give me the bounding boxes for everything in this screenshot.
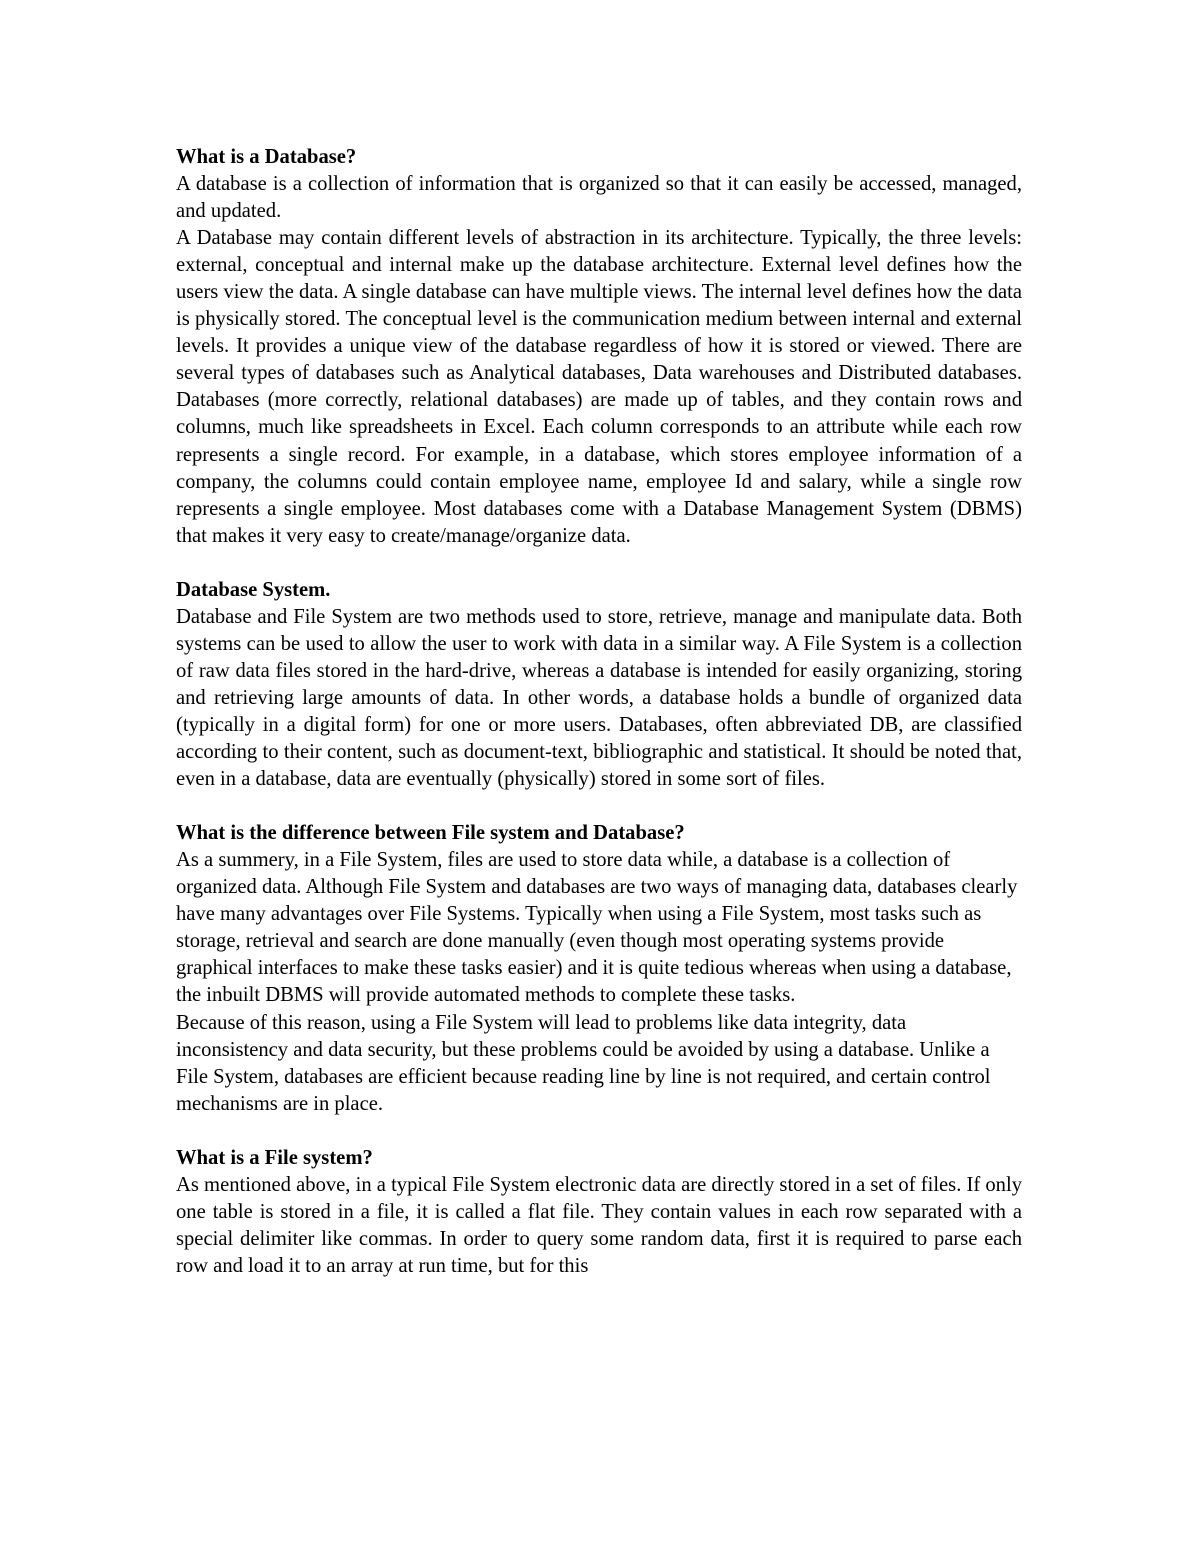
paragraph: As a summery, in a File System, files are used to store data while, a database is a collection of organized data. Although File System and databases are two ways of managing data, databases clearly have many advantages over File Systems. Typically when using a File System, most tasks such as storage, retrieval and search are done manually (even though most operating systems provide graphical interfaces to make these tasks easier) and it is quite tedious whereas when using a database, the inbuilt DBMS will provide automated methods to complete these tasks. — [176, 849, 1018, 1007]
paragraph: Because of this reason, using a File System will lead to problems like data integrity, data inconsistency and data security, but these problems could be avoided by using a database. Unlike a File System, databases are efficient because reading line by line is not required, and certain control mechanisms are in place. — [176, 1011, 991, 1115]
spacer — [176, 1118, 1022, 1145]
paragraph: As mentioned above, in a typical File System electronic data are directly stored in a set of files. If only one table is stored in a file, it is called a flat file. They contain values in each row separated with a special delimiter like commas. In order to query some random data, first it is required to parse each row and load it to an array at run time, but for this — [176, 1173, 1022, 1277]
section-difference — [176, 820, 1022, 1118]
paragraph: A Database may contain different levels of abstraction in its architecture. Typically, the three levels: external, conceptual and internal make up the database architecture. External level defines how the users view the data. A single database can have multiple views. The internal level defines how the data is physically stored. The conceptual level is the communication medium between internal and external levels. It provides a unique view of the database regardless of how it is stored or viewed. There are several types of databases such as Analytical databases, Data warehouses and Distributed databases. Databases (more correctly, relational databases) are made up of tables, and they contain rows and columns, much like spreadsheets in Excel. Each column corresponds to an attribute while each row represents a single record. For example, in a database, which stores employee information of a company, the columns could contain employee name, employee Id and salary, while a single row represents a single employee. Most databases come with a Database Management System (DBMS) that makes it very easy to create/manage/organize data. — [176, 227, 1022, 547]
document-page — [176, 144, 1022, 1280]
paragraph: Database and File System are two methods used to store, retrieve, manage and manipulate data. Both systems can be used to allow the user to work with data in a similar way. A File System is a collection of raw data files stored in the hard-drive, whereas a database is intended for easily organizing, storing and retrieving large amounts of data. In other words, a database holds a bundle of organized data (typically in a digital form) for one or more users. Databases, often abbreviated DB, are classified according to their content, such as document-text, bibliographic and statistical. It should be noted that, even in a database, data are eventually (physically) stored in some sort of files. — [176, 605, 1022, 791]
section-what-is-database — [176, 144, 1022, 550]
section-what-is-file-system — [176, 1145, 1022, 1280]
spacer — [176, 793, 1022, 820]
section-database-system — [176, 577, 1022, 793]
section-heading: What is the difference between File system and Database? — [176, 822, 685, 845]
paragraph: A database is a collection of information that is organized so that it can easily be accessed, managed, and updated. — [176, 173, 1022, 223]
spacer — [176, 550, 1022, 577]
section-heading: What is a File system? — [176, 1146, 373, 1169]
section-heading: Database System. — [176, 578, 331, 601]
section-heading: What is a Database? — [176, 146, 357, 168]
